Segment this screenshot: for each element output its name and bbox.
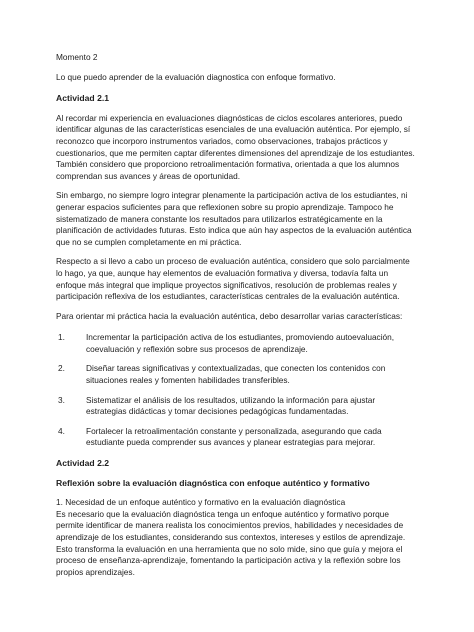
characteristics-list (56, 332, 418, 449)
paragraph-experience: Al recordar mi experiencia en evaluaciones diagnósticas de ciclos escolares anteriores, puedo identificar algunas de las características esenciales de una evaluación auténtica. Por ejemplo, sí reconozco que incorporo instrumentos variados, como observaciones, trabajos prácticos y cuestionarios, que me permiten captar diferentes dimensiones del aprendizaje de los estudiantes. También considero que proporciono retroalimentación formativa, orientada a que los alumnos comprendan sus avances y áreas de oportunidad. (56, 112, 415, 181)
reflexion-heading: Reflexión sobre la evaluación diagnóstica con enfoque auténtico y formativo (56, 477, 370, 488)
list-item (56, 395, 418, 418)
momento-label: Momento 2 (56, 52, 98, 62)
actividad-2-1-heading: Actividad 2.1 (56, 93, 110, 104)
list-text: Diseñar tareas significativas y contextualizadas, que conecten los contenidos con situaciones reales y fomenten habilidades transferibles. (86, 363, 386, 386)
list-number: 2. (58, 363, 65, 374)
paragraph-orientar: Para orientar mi práctica hacia la evaluación auténtica, debo desarrollar varias características: (56, 310, 403, 321)
intro-text: Lo que puedo aprender de la evaluación diagnostica con enfoque formativo. (56, 71, 336, 82)
actividad-2-2-heading: Actividad 2.2 (56, 458, 110, 469)
list-number: 3. (58, 394, 65, 405)
list-text: Sistematizar el análisis de los resultados, utilizando la información para ajustar estrategias didácticas y tomar decisiones pedagógicas fundamentadas. (86, 394, 376, 417)
list-number: 4. (58, 425, 65, 436)
paragraph-sin-embargo: Sin embargo, no siempre logro integrar plenamente la participación activa de los estudiantes, ni generar espacios suficientes para que reflexionen sobre su propio aprendizaje. Tampoco he sistematizado de manera constante los resultados para utilizarlos estratégicamente en la planificación de actividades futuras. Esto indica que aún hay aspectos de la evaluación auténtica que no se cumplen completamente en mi práctica. (56, 190, 412, 247)
list-item (56, 363, 418, 386)
list-item (56, 426, 418, 449)
list-number: 1. (58, 332, 65, 343)
section-1-title: 1. Necesidad de un enfoque auténtico y formativo en la evaluación diagnóstica (56, 497, 346, 508)
section-1-text: Es necesario que la evaluación diagnóstica tenga un enfoque auténtico y formativo porque permite identificar de manera realista los conocimientos previos, habilidades y necesidades de aprendizaje de los estudiantes, considerando sus contextos, intereses y estilos de aprendizaje. Esto transforma la evaluación en una herramienta que no solo mide, sino que guía y mejora el proceso de enseñanza-aprendizaje, fomentando la participación activa y la reflexión sobre los propios aprendizajes. (56, 508, 406, 577)
list-text: Fortalecer la retroalimentación constante y personalizada, asegurando que cada estudiante pueda comprender sus avances y planear estrategias para mejorar. (86, 425, 382, 448)
list-text: Incrementar la participación activa de los estudiantes, promoviendo autoevaluación, coevaluación y reflexión sobre sus procesos de aprendizaje. (86, 332, 395, 354)
list-item (56, 332, 418, 355)
paragraph-respecto: Respecto a si llevo a cabo un proceso de evaluación auténtica, considero que solo parcialmente lo hago, ya que, aunque hay elementos de evaluación formativa y diversa, todavía falta un enfoque más integral que implique proyectos significativos, resolución de problemas reales y participación reflexiva de los estudiantes, características centrales de la evaluación auténtica. (56, 256, 410, 302)
